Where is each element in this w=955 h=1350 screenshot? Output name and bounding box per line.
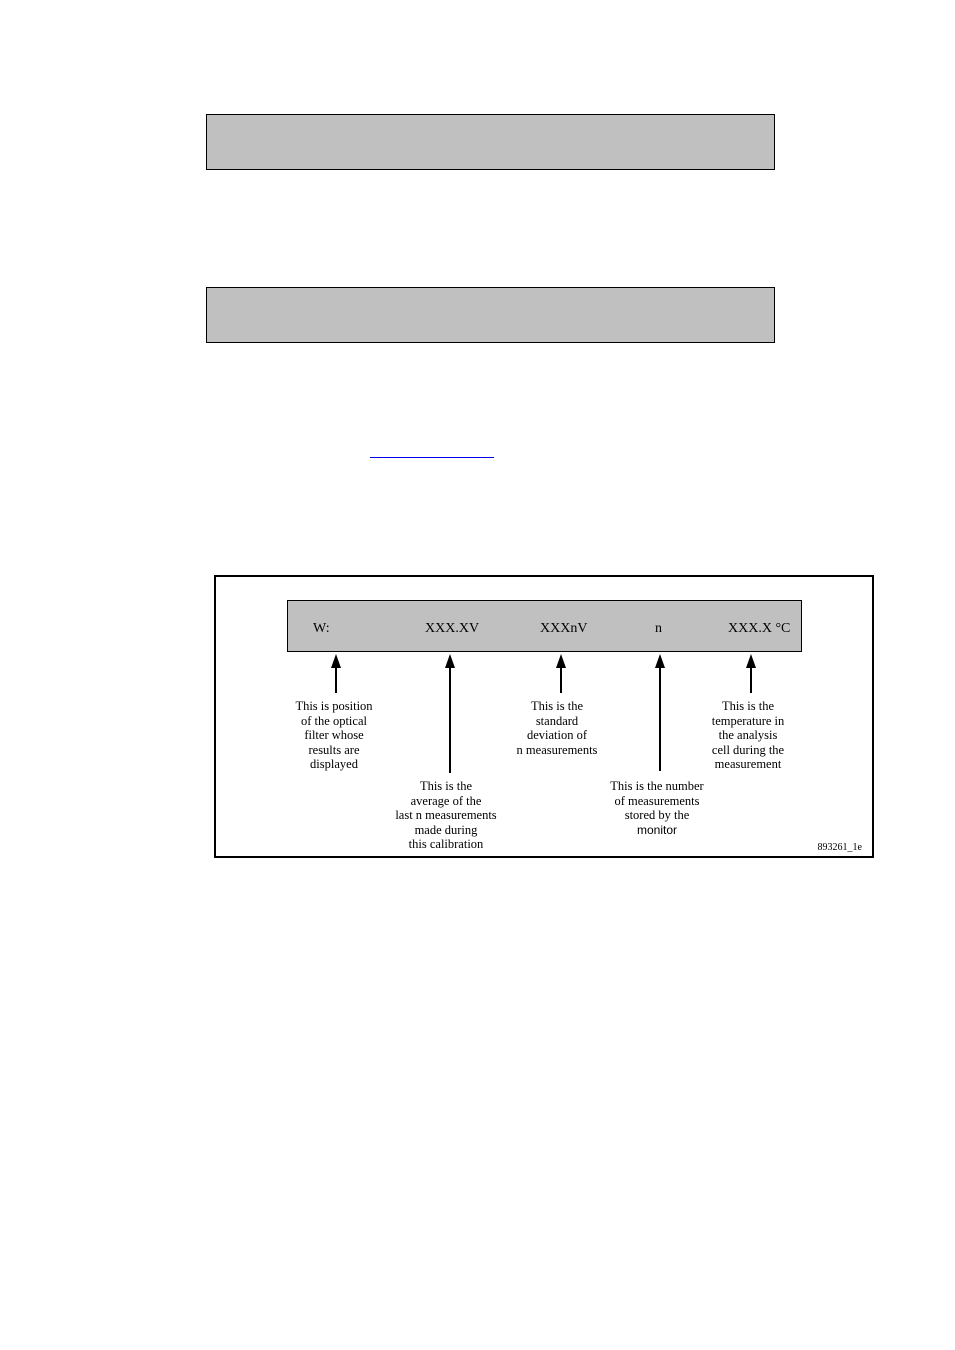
display-std-dev-value: XXXnV: [540, 621, 588, 636]
label-temperature-line: temperature in: [711, 713, 785, 728]
label-std-dev-line: standard: [535, 713, 579, 728]
arrow-number: [655, 654, 665, 771]
label-std-dev-line: This is the: [530, 699, 584, 713]
label-average-line: last n measurements: [395, 808, 497, 823]
grey-placeholder-box-1: [206, 114, 775, 170]
label-position-line: filter whose: [304, 728, 364, 743]
label-number-line: This is the number: [610, 779, 704, 793]
arrow-position: [331, 654, 341, 693]
label-temperature-line: cell during the: [711, 742, 785, 757]
label-std-dev-line: n measurements: [516, 742, 598, 757]
label-average-line: This is the: [419, 779, 473, 793]
label-number: [597, 779, 717, 837]
arrow-temperature: [746, 654, 756, 693]
arrow-std-dev: [556, 654, 566, 693]
display-average-value: XXX.XV: [425, 621, 480, 636]
label-average-line: this calibration: [408, 837, 484, 852]
label-position-line: This is position: [295, 699, 373, 713]
display-temperature-value: XXX.X °C: [728, 621, 791, 636]
label-number-line: of measurements: [614, 793, 700, 808]
figure-id: 893261_1e: [817, 842, 862, 853]
label-number-line: stored by the: [624, 808, 690, 823]
label-position-line: results are: [308, 742, 360, 757]
label-position-line: displayed: [310, 757, 358, 772]
label-temperature-line: the analysis: [718, 728, 778, 743]
display-diagram: [214, 575, 874, 858]
label-temperature: [693, 699, 803, 772]
hyperlink[interactable]: [370, 457, 494, 458]
grey-placeholder-box-2: [206, 287, 775, 343]
label-position: [279, 699, 389, 772]
label-average-line: made during: [414, 822, 478, 837]
arrow-average: [445, 654, 455, 773]
label-temperature-line: measurement: [714, 757, 782, 772]
label-std-dev-line: deviation of: [526, 728, 588, 743]
display-n-value: n: [655, 621, 662, 636]
label-average-line: average of the: [410, 793, 482, 808]
label-position-line: of the optical: [301, 713, 367, 728]
display-w-label: W:: [313, 621, 330, 636]
label-average: [381, 779, 511, 852]
label-number-line: monitor: [636, 822, 677, 837]
label-temperature-line: This is the: [721, 699, 775, 713]
label-std-dev: [502, 699, 612, 757]
